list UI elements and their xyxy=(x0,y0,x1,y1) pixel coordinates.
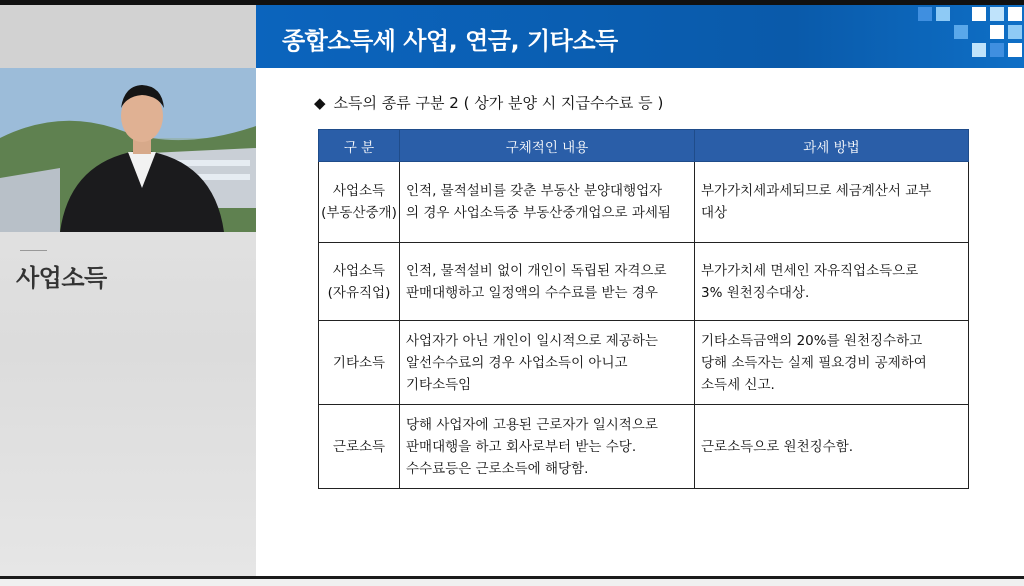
content-cell: 사업자가 아닌 개인이 일시적으로 제공하는 알선수수료의 경우 사업소득이 아니고 기타소득임 xyxy=(400,321,695,405)
method-cell: 기타소득금액의 20%를 원천징수하고 당해 소득자는 실제 필요경비 공제하여 소득세 신고. xyxy=(695,321,969,405)
section-heading-text: 소득의 종류 구분 2 ( 상가 분양 시 지급수수료 등 ) xyxy=(333,94,664,112)
table-row xyxy=(319,243,969,321)
method-cell: 부가가치세 면세인 자유직업소득으로 3% 원천징수대상. xyxy=(695,243,969,321)
category-cell: 사업소득 (자유직업) xyxy=(319,243,400,321)
slide-title: 종합소득세 사업, 연금, 기타소득 xyxy=(282,27,618,55)
header-method: 과세 방법 xyxy=(695,130,969,162)
left-top-band xyxy=(0,5,256,68)
category-cell: 기타소득 xyxy=(319,321,400,405)
sidebar-rule xyxy=(20,250,47,251)
sidebar-title: 사업소득 xyxy=(16,264,107,292)
table-row xyxy=(319,321,969,405)
content-cell: 당해 사업자에 고용된 근로자가 일시적으로 판매대행을 하고 회사로부터 받는 수당. 수수료등은 근로소득에 해당함. xyxy=(400,405,695,489)
method-cell: 부가가치세과세되므로 세금계산서 교부 대상 xyxy=(695,162,969,243)
section-heading xyxy=(314,92,663,113)
bottom-bar xyxy=(0,579,1024,586)
content-cell: 인적, 물적설비 없이 개인이 독립된 자격으로 판매대행하고 일정액의 수수료를 받는 경우 xyxy=(400,243,695,321)
slide-header xyxy=(256,5,1024,68)
category-cell: 근로소득 xyxy=(319,405,400,489)
header-content: 구체적인 내용 xyxy=(400,130,695,162)
category-cell: 사업소득 (부동산중개) xyxy=(319,162,400,243)
decorative-tiles xyxy=(914,5,1024,68)
table-row xyxy=(319,162,969,243)
presenter-image xyxy=(0,68,256,232)
table-header-row xyxy=(319,130,969,162)
method-cell: 근로소득으로 원천징수함. xyxy=(695,405,969,489)
presenter-video xyxy=(0,68,256,232)
diamond-bullet-icon: ◆ xyxy=(314,94,326,112)
header-category: 구 분 xyxy=(319,130,400,162)
income-type-table xyxy=(318,129,969,489)
table-row xyxy=(319,405,969,489)
content-cell: 인적, 물적설비를 갖춘 부동산 분양대행업자 의 경우 사업소득중 부동산중개업으로 과세됨 xyxy=(400,162,695,243)
